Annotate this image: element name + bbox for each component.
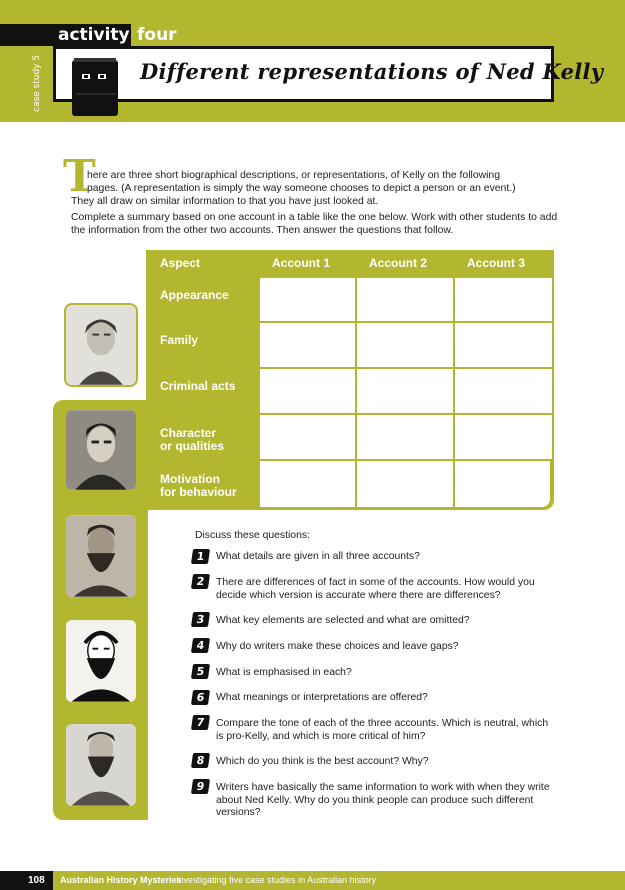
question-number: 1 xyxy=(191,549,210,564)
photo-portrait-young-man xyxy=(64,408,138,492)
intro-line-2: pages. (A representation is simply the way someone chooses to depict a person or an event.) xyxy=(87,183,516,194)
table-cell[interactable] xyxy=(357,323,453,367)
row-header-appearance xyxy=(160,289,229,302)
photo-portrait-bearded-man xyxy=(64,513,138,599)
row-header-line1: Criminal acts xyxy=(160,379,236,393)
row-header-character xyxy=(160,427,224,453)
row-header-motivation xyxy=(160,473,237,499)
kelly-helmet-icon xyxy=(70,56,122,118)
header-black-strip xyxy=(0,24,53,46)
photo-portrait-woman xyxy=(64,303,138,387)
table-cell[interactable] xyxy=(357,278,453,321)
page-title: Different representations of Ned Kelly xyxy=(140,59,604,84)
row-header-line1: Motivation xyxy=(160,472,220,486)
table-cell[interactable] xyxy=(455,461,550,507)
activity-number: four xyxy=(137,25,177,45)
footer-book-title: Australian History Mysteries xyxy=(60,875,182,885)
table-cell[interactable] xyxy=(357,415,453,459)
col-header-aspect: Aspect xyxy=(160,256,201,270)
question-text: What meanings or interpretations are offered? xyxy=(216,692,428,703)
row-header-family xyxy=(160,334,198,347)
question-text: Compare the tone of each of the three accounts. Which is neutral, which is pro-Kelly, and which is more critical of him? xyxy=(216,718,549,742)
table-cell[interactable] xyxy=(455,323,552,367)
photo-portrait-bearded-man-standing xyxy=(64,722,138,808)
panel-cut xyxy=(148,510,178,822)
row-header-line1: Character xyxy=(160,426,217,440)
question-text: Why do writers make these choices and leave gaps? xyxy=(216,641,459,652)
photo-engraving-bearded-man xyxy=(64,618,138,704)
footer-subtitle: Investigating five case studies in Australian history xyxy=(176,875,377,885)
col-header-account-3: Account 3 xyxy=(467,256,526,270)
table-cell[interactable] xyxy=(260,461,355,507)
table-cell[interactable] xyxy=(260,369,355,413)
questions-intro: Discuss these questions: xyxy=(195,530,310,541)
question-text: There are differences of fact in some of the accounts. How would you decide which version is accurate where there are differences? xyxy=(216,577,535,601)
question-text: What details are given in all three accounts? xyxy=(216,551,420,562)
question-number: 3 xyxy=(191,612,210,627)
table-cell[interactable] xyxy=(455,415,552,459)
table-cell[interactable] xyxy=(455,278,552,321)
question-number: 9 xyxy=(191,779,210,794)
col-header-account-1: Account 1 xyxy=(272,256,331,270)
intro-text xyxy=(71,169,571,240)
question-number: 2 xyxy=(191,574,210,589)
row-header-line1: Appearance xyxy=(160,288,229,302)
row-header-line2: or qualities xyxy=(160,439,225,453)
question-number: 4 xyxy=(191,638,210,653)
question-text: What is emphasised in each? xyxy=(216,667,352,678)
side-tab-text: case study 5 xyxy=(32,54,42,112)
table-cell[interactable] xyxy=(357,369,453,413)
question-number: 8 xyxy=(191,753,210,768)
question-number: 5 xyxy=(191,664,210,679)
question-text: Which do you think is the best account? Why? xyxy=(216,756,429,767)
page-number: 108 xyxy=(0,871,53,890)
row-header-line1: Family xyxy=(160,333,199,347)
question-number: 6 xyxy=(191,690,210,705)
question-number: 7 xyxy=(191,715,210,730)
table-cell[interactable] xyxy=(455,369,552,413)
activity-label: activity xyxy=(53,24,131,46)
question-text: Writers have basically the same information to work with when they write about Ned Kelly. Why do you think people can produce such different versions? xyxy=(216,782,550,818)
intro-line-1: here are three short biographical descriptions, or representations, of Kelly on the following xyxy=(87,170,500,181)
table-cell[interactable] xyxy=(260,278,355,321)
table-cell[interactable] xyxy=(260,415,355,459)
intro-para-2: Complete a summary based on one account in a table like the one below. Work with other students to add the information from the other two accounts. Then answer the questions that follow. xyxy=(71,212,558,236)
side-tab xyxy=(30,48,52,118)
row-header-line2: for behaviour xyxy=(160,485,237,499)
table-cell[interactable] xyxy=(357,461,453,507)
row-header-criminal-acts xyxy=(160,380,235,393)
table-cell[interactable] xyxy=(260,323,355,367)
drop-cap: T xyxy=(63,151,96,202)
question-text: What key elements are selected and what are omitted? xyxy=(216,615,470,626)
col-header-account-2: Account 2 xyxy=(369,256,428,270)
intro-line-3: They all draw on similar information to that you have just looked at. xyxy=(71,196,379,207)
